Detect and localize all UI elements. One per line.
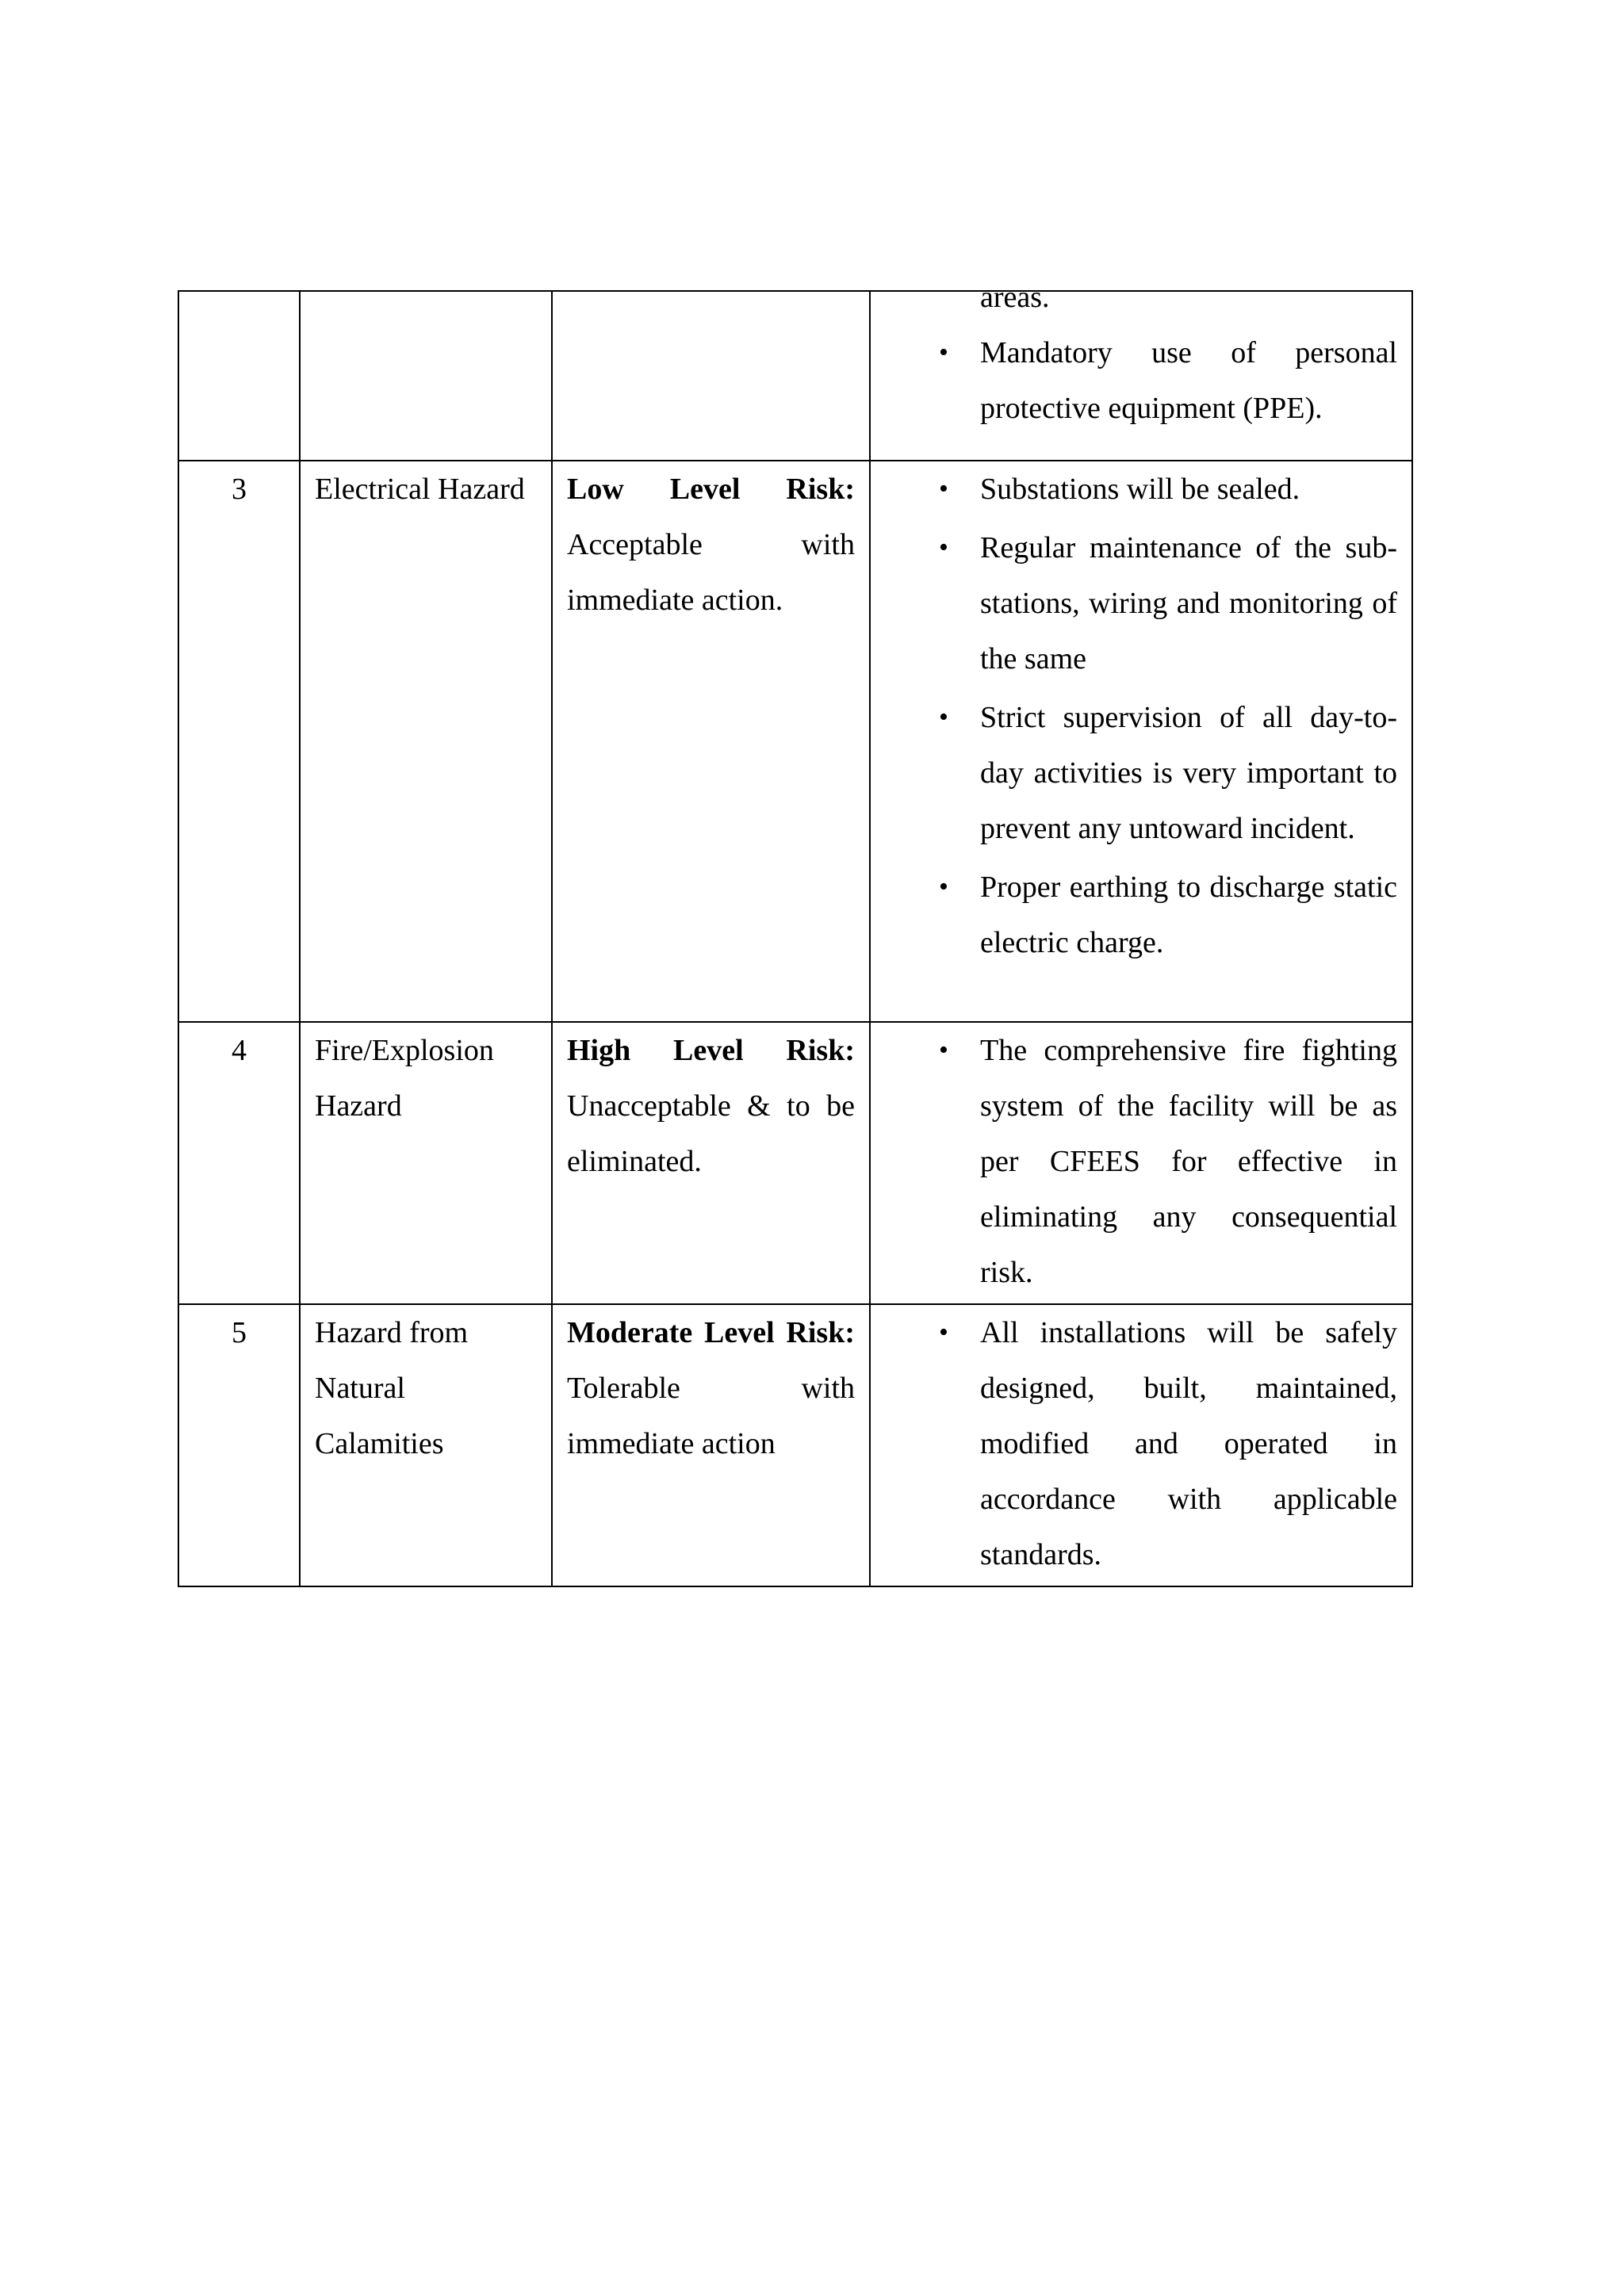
cell-hazard bbox=[300, 291, 552, 461]
cell-number: 3 bbox=[178, 461, 300, 1022]
cell-hazard: Fire/Explosion Hazard bbox=[300, 1022, 552, 1304]
cell-risk-level bbox=[552, 461, 870, 1022]
measures-list bbox=[885, 461, 1397, 970]
table-row bbox=[178, 1022, 1412, 1304]
bullet-icon: • bbox=[939, 1035, 948, 1065]
measure-text: Mandatory use of personal protective equipment (PPE). bbox=[980, 336, 1397, 425]
list-item bbox=[885, 859, 1397, 970]
risk-assessment-table bbox=[178, 281, 1413, 1587]
list-item bbox=[885, 1305, 1397, 1582]
cell-risk-level bbox=[552, 1022, 870, 1304]
cell-number: 4 bbox=[178, 1022, 300, 1304]
bullet-icon: • bbox=[939, 474, 948, 503]
measure-continuation-text: areas. bbox=[980, 281, 1050, 314]
measure-text: All installations will be safely designed, built, maintained, modified and operated in accordance with applicable standards. bbox=[980, 1316, 1397, 1571]
cell-measures bbox=[870, 1022, 1412, 1304]
table-row-continuation bbox=[178, 291, 1412, 461]
cell-measures bbox=[870, 281, 1412, 461]
cell-hazard: Electrical Hazard bbox=[300, 461, 552, 1022]
measure-text: The comprehensive fire fighting system of the facility will be as per CFEES for effective in eliminating any consequential risk. bbox=[980, 1034, 1397, 1289]
table-row bbox=[178, 1304, 1412, 1586]
cell-number: 5 bbox=[178, 1304, 300, 1586]
measure-text: Proper earthing to discharge static electric charge. bbox=[980, 871, 1397, 959]
cell-risk-level bbox=[552, 1304, 870, 1586]
measures-list bbox=[885, 325, 1397, 436]
bullet-icon: • bbox=[939, 338, 948, 367]
cell-measures bbox=[870, 1304, 1412, 1586]
risk-level-label: Low Level Risk: bbox=[567, 473, 855, 506]
cell-number bbox=[178, 291, 300, 461]
measure-text: Strict supervision of all day-to-day activities is very important to prevent any untoward incident. bbox=[980, 701, 1397, 845]
risk-level-description: Tolerable with immediate action bbox=[567, 1372, 855, 1460]
risk-level-description: Acceptable with immediate action. bbox=[567, 528, 855, 617]
bullet-icon: • bbox=[939, 702, 948, 732]
bullet-icon: • bbox=[939, 1318, 948, 1347]
cell-risk-level bbox=[552, 291, 870, 461]
bullet-icon: • bbox=[939, 872, 948, 901]
measure-text: Substations will be sealed. bbox=[980, 473, 1300, 506]
measures-list bbox=[885, 1023, 1397, 1300]
bullet-icon: • bbox=[939, 533, 948, 562]
risk-level-label: High Level Risk: bbox=[567, 1034, 855, 1067]
measures-list bbox=[885, 1305, 1397, 1582]
risk-level-label: Moderate Level Risk: bbox=[567, 1316, 855, 1349]
risk-level-description: Unacceptable & to be eliminated. bbox=[567, 1089, 855, 1178]
list-item bbox=[885, 325, 1397, 436]
measure-text: Regular maintenance of the sub-stations, wiring and monitoring of the same bbox=[980, 531, 1397, 675]
list-item bbox=[885, 461, 1397, 517]
list-item bbox=[885, 520, 1397, 687]
list-item bbox=[885, 1023, 1397, 1300]
list-item bbox=[885, 690, 1397, 856]
cell-measures bbox=[870, 461, 1412, 1022]
table-row bbox=[178, 461, 1412, 1022]
cell-hazard: Hazard from Natural Calamities bbox=[300, 1304, 552, 1586]
